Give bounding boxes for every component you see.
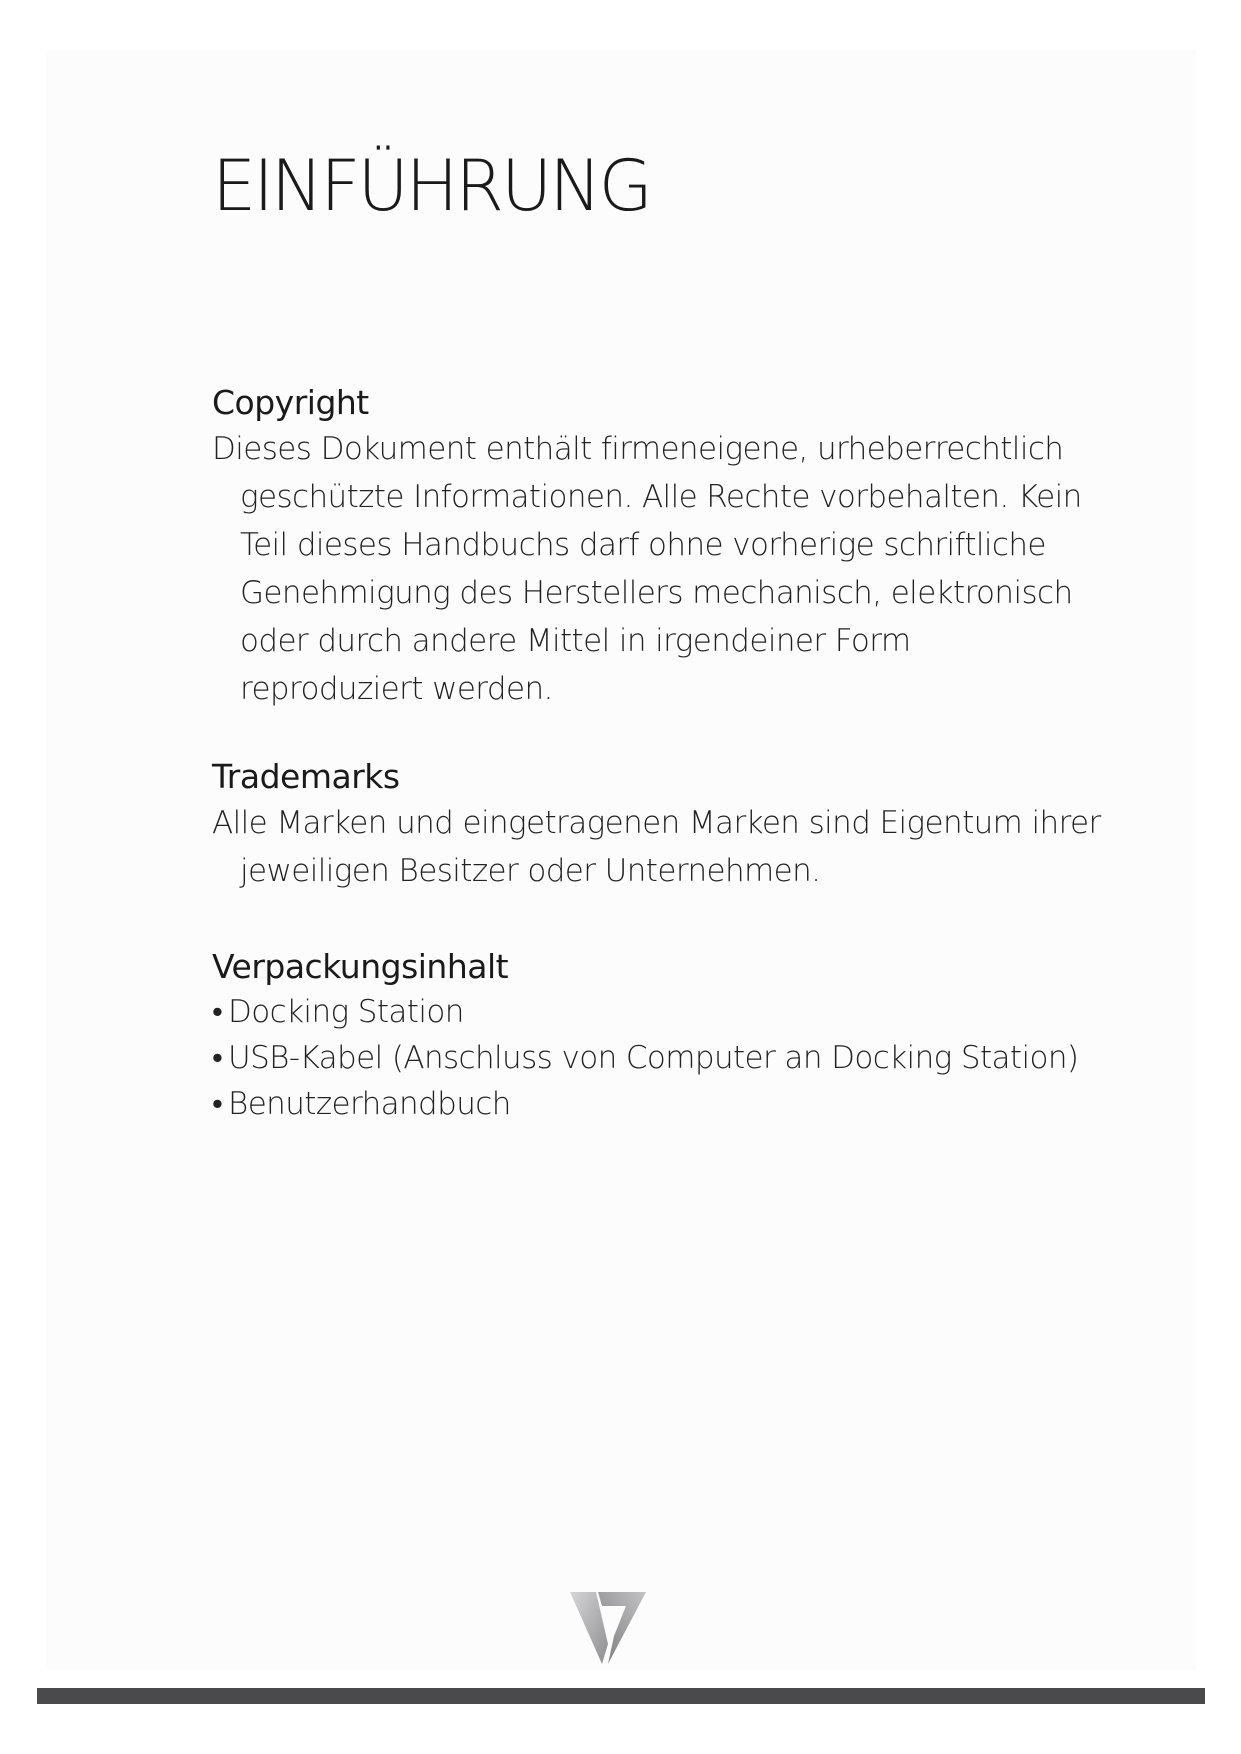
bullet-glyph: • (212, 1085, 223, 1122)
list-item-label: USB-Kabel (Anschluss von Computer an Docking Station) (228, 1039, 1079, 1076)
trademarks-heading: Trademarks (212, 757, 400, 796)
page-header (212, 145, 1112, 227)
list-item (212, 989, 1112, 1035)
package-contents-heading: Verpackungsinhalt (212, 947, 509, 986)
package-contents-section (212, 946, 1112, 1127)
package-contents-list (212, 989, 1112, 1127)
copyright-heading: Copyright (212, 383, 369, 422)
bullet-glyph: • (212, 993, 223, 1030)
list-item (212, 1035, 1112, 1081)
copyright-section (212, 382, 1092, 713)
list-item-label: Benutzerhandbuch (228, 1085, 511, 1122)
footer-bar (37, 1688, 1205, 1704)
copyright-text: Dieses Dokument enthält firmeneigene, urheberrechtlich geschützte Informationen. Alle Rechte vorbehalten. Kein Teil dieses Handbuchs darf ohne vorherige schriftliche Genehmigung des Herstellers mechanisch, elektronisch oder durch andere Mittel in irgendeiner Form reproduziert werden. (212, 430, 1082, 707)
list-item (212, 1081, 1112, 1127)
trademarks-text: Alle Marken und eingetragenen Marken sind Eigentum ihrer jeweiligen Besitzer oder Unternehmen. (212, 804, 1101, 889)
list-item-label: Docking Station (228, 993, 464, 1030)
v7-logo-icon (568, 1588, 648, 1668)
bullet-glyph: • (212, 1039, 223, 1076)
page-title: EINFÜHRUNG (212, 145, 650, 227)
trademarks-section (212, 756, 1112, 895)
